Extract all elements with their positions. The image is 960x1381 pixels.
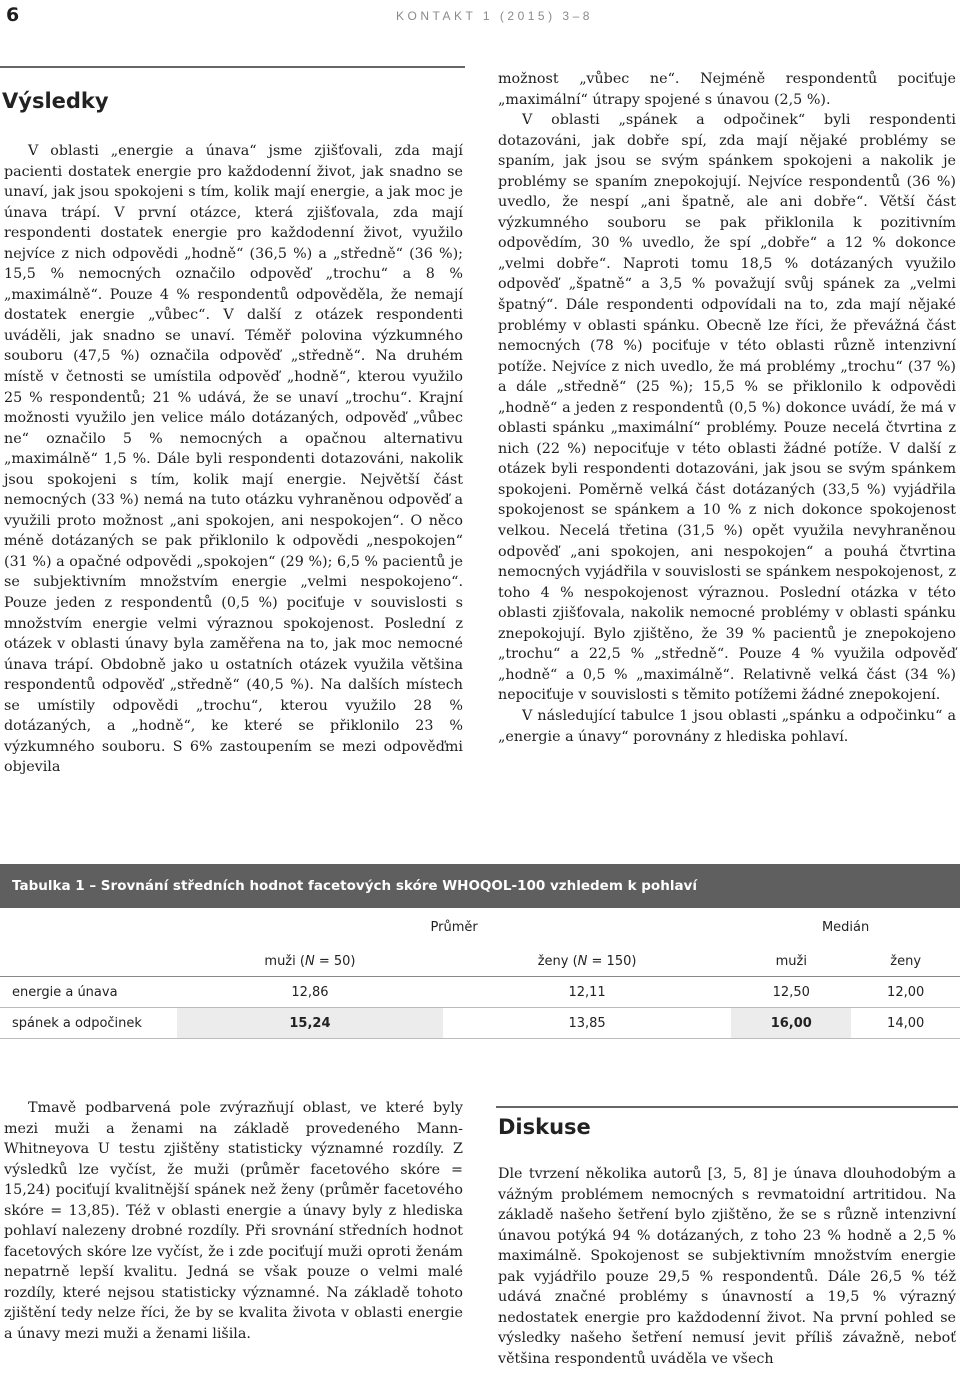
- comparison-table: [0, 908, 960, 1039]
- table-cell: 12,00: [851, 977, 960, 1008]
- table-cell-highlighted: 16,00: [731, 1008, 851, 1039]
- discussion-column: [498, 1164, 956, 1369]
- table-title: Tabulka 1 – Srovnání středních hodnot facetových skóre WHOQOL-100 vzhledem k pohlaví: [0, 864, 960, 908]
- discussion-paragraph-1: Dle tvrzení několika autorů [3, 5, 8] je únava dlouhodobým a vážným problémem nemocných s revmatoidní artritidou. Na základě našeho šetření bylo zjištěno, že se s různě intenzivní únavou potýká 94 % dotázaných, z toho 23 % hodně a 2,5 % maximálně. Spokojenost se subjektivním množstvím energie pak vyjádřilo pouze 29,5 % respondentů. Dále 26,5 % též udává značné problémy s únavností a 19,5 % výrazný nedostatek energie pro každodenní život. Na první pohled se výsledky našeho šetření nemusí jevit příliš závažně, neboť většina respondentů uváděla ve všech: [498, 1166, 956, 1367]
- row-label: spánek a odpočinek: [0, 1008, 177, 1039]
- col-header-median-men: muži: [731, 946, 851, 977]
- after-table-column: [4, 1098, 463, 1345]
- table-cell: 12,11: [443, 977, 731, 1008]
- results-column-right: [498, 69, 956, 747]
- table-corner: [0, 908, 177, 946]
- results-column-left: [4, 141, 463, 778]
- section-rule-discussion: [496, 1106, 958, 1108]
- results-paragraph-4: V následující tabulce 1 jsou oblasti „spánku a odpočinku“ a „energie a únavy“ porovnány z hlediska pohlaví.: [498, 707, 956, 745]
- table-corner-sub: [0, 946, 177, 977]
- after-table-paragraph: Tmavě podbarvená pole zvýrazňují oblast, ve které byly mezi muži a ženami na základě provedeného Mann-Whitneyova U testu zjištěny statisticky významné rozdíly. Z výsledků lze vyčíst, že muži (průměr facetového skóre = 15,24) pociťují kvalitnější spánek než ženy (průměr facetového skóre = 13,85). Též v oblasti energie a únavy byly z hlediska pohlaví nalezeny drobné rozdíly. Při srovnání středních hodnot facetových skóre lze vyčíst, že i zde pociťují muži oproti ženám nepatrně lepší kvalitu. Jedná se však pouze o velmi malé rozdíly, které nejsou statisticky významné. Na základě tohoto zjištění tedy nelze říci, že by se kvalita života v oblasti energie a únavy mezi muži a ženami lišila.: [4, 1100, 463, 1343]
- section-rule-results: [0, 66, 465, 68]
- table-row: [0, 1008, 960, 1039]
- group-header-median: Medián: [821, 919, 870, 935]
- row-label: energie a únava: [0, 977, 177, 1008]
- table-cell: 13,85: [443, 1008, 731, 1039]
- table-cell: 12,50: [731, 977, 851, 1008]
- group-header-mean: Průměr: [430, 919, 478, 935]
- table-row: [0, 977, 960, 1008]
- results-paragraph-3: V oblasti „spánek a odpočinek“ byli respondenti dotazováni, jak dobře spí, zda mají nějaké problémy se spaním, jak jsou se svým spánkem spokojeni a nakolik je problémy se spaním znepokojují. Nejvíce respondentů (36 %) uvedlo, že nespí „ani špatně, ale ani dobře“. Větší část výzkumného souboru se pak přiklonila k pozitivním odpovědím, 30 % uvedlo, že spí „dobře“ a 12 % dokonce „velmi dobře“. Naproti tomu 18,5 % dotázaných využilo odpověď „špatně“ a 3,5 % považují svůj spánek za „velmi špatný“. Dále respondenti odpovídali na to, zda mají nějaké problémy v oblasti spánku. Obecně lze říci, že převážná část nemocných (78 %) pociťuje v této oblasti různě intenzivní potíže. Nejvíce z nich uvedlo, že má problémy „trochu“ (37 %) a dále „středně“ (25 %); 15,5 % se přiklonilo k odpovědi „hodně“ a jeden z respondentů (0,5 %) dokonce uvádí, že má v oblasti spánku „maximální“ problémy. Pouze necelá čtvrtina z nich (22 %) nepociťuje v této oblasti žádné potíže. V další z otázek byli respondenti dotazováni, jak jsou se svým spánkem spokojeni. Poměrně velká část dotázaných (33,5 %) vyjádřila spokojenost se spánkem a 10 % z nich dokonce spokojenost velkou. Necelá třetina (31,5 %) opět využila nevyhraněnou odpověď „ani spokojen, ani nespokojen“ a pouhá čtvrtina nemocných vyjádřila v souvislosti se spánkem nespokojenost, z toho 4 % nespokojenost výraznou. Poslední otázka v této oblasti zjišťovala, nakolik nemocné problémy v oblasti spánku znepokojují. Bylo zjištěno, že 39 % pacientů je znepokojeno „trochu“ a 22,5 % „středně“. Pouze 4 % využila odpověď „hodně“ a 0,5 % „maximálně“. Relativně velká část (34 %) nepociťuje v souvislosti s těmito potížemi žádné znepokojení.: [498, 112, 956, 704]
- discussion-heading: Diskuse: [498, 1115, 591, 1139]
- results-paragraph-2: možnost „vůbec ne“. Nejméně respondentů pociťuje „maximální“ útrapy spojené s únavou (2,5 %).: [498, 71, 956, 108]
- table-cell: 14,00: [851, 1008, 960, 1039]
- col-header-mean-men: muži (N = 50): [177, 946, 443, 977]
- col-header-median-women: ženy: [851, 946, 960, 977]
- col-header-mean-women: ženy (N = 150): [443, 946, 731, 977]
- results-heading: Výsledky: [2, 89, 109, 113]
- page-number: 6: [6, 4, 20, 26]
- results-paragraph-1: V oblasti „energie a únava“ jsme zjišťovali, zda mají pacienti dostatek energie pro každodenní život, jak snadno se unaví, jak jsou spokojeni s tím, kolik mají energie, a jak moc je únava trápí. V první otázce, která zjišťovala, zda mají respondenti dostatek energie pro každodenní život, využilo nejvíce z nich odpovědi „hodně“ (36,5 %) a „středně“ (36 %); 15,5 % nemocných označilo odpověď „trochu“ a 8 % „maximálně“. Pouze 4 % respondentů odpověděla, že nemají dostatek energie „vůbec“. V další z otázek respondenti uváděli, jak snadno se unaví. Téměř polovina výzkumného souboru (47,5 %) označila odpověď „středně“. Na druhém místě v četnosti se umístila odpověď „hodně“, kterou využilo 25 % respondentů; 21 % udává, že se unaví „trochu“. Krajní možnosti využilo jen velice málo dotázaných, odpověď „vůbec ne“ označilo 5 % nemocných a opačnou alternativu „maximálně“ 1,5 %. Dále byli respondenti dotazováni, nakolik jsou spokojeni s tím, kolik mají energie. Největší část nemocných (33 %) nemá na tuto otázku vyhraněnou odpověď a využili proto možnost „ani spokojen, ani nespokojen“. O něco méně dotázaných se pak přiklonilo k odpovědi „nespokojen“ (31 %) a opačné odpovědi „spokojen“ (29 %); 6,5 % pacientů je se subjektivním množstvím energie „velmi nespokojeno“. Pouze jeden z respondentů (0,5 %) pociťuje v souvislosti s množstvím energie velmi výraznou spokojenost. Poslední z otázek v oblasti únavy byla zaměřena na to, jak moc nemocné únava trápí. Obdobně jako u ostatních otázek využila většina respondentů odpověď „středně“ (40,5 %). Na dalších místech se umístily odpovědi „trochu“, kterou využilo 28 % dotázaných, a „hodně“, ke které se přiklonilo 23 % výzkumného souboru. S 6% zastoupením se mezi odpověďmi objevila: [4, 143, 463, 776]
- table-cell-highlighted: 15,24: [177, 1008, 443, 1039]
- table-1: [0, 864, 960, 1039]
- journal-header: KONTAKT 1 (2015) 3–8: [396, 9, 593, 23]
- table-cell: 12,86: [177, 977, 443, 1008]
